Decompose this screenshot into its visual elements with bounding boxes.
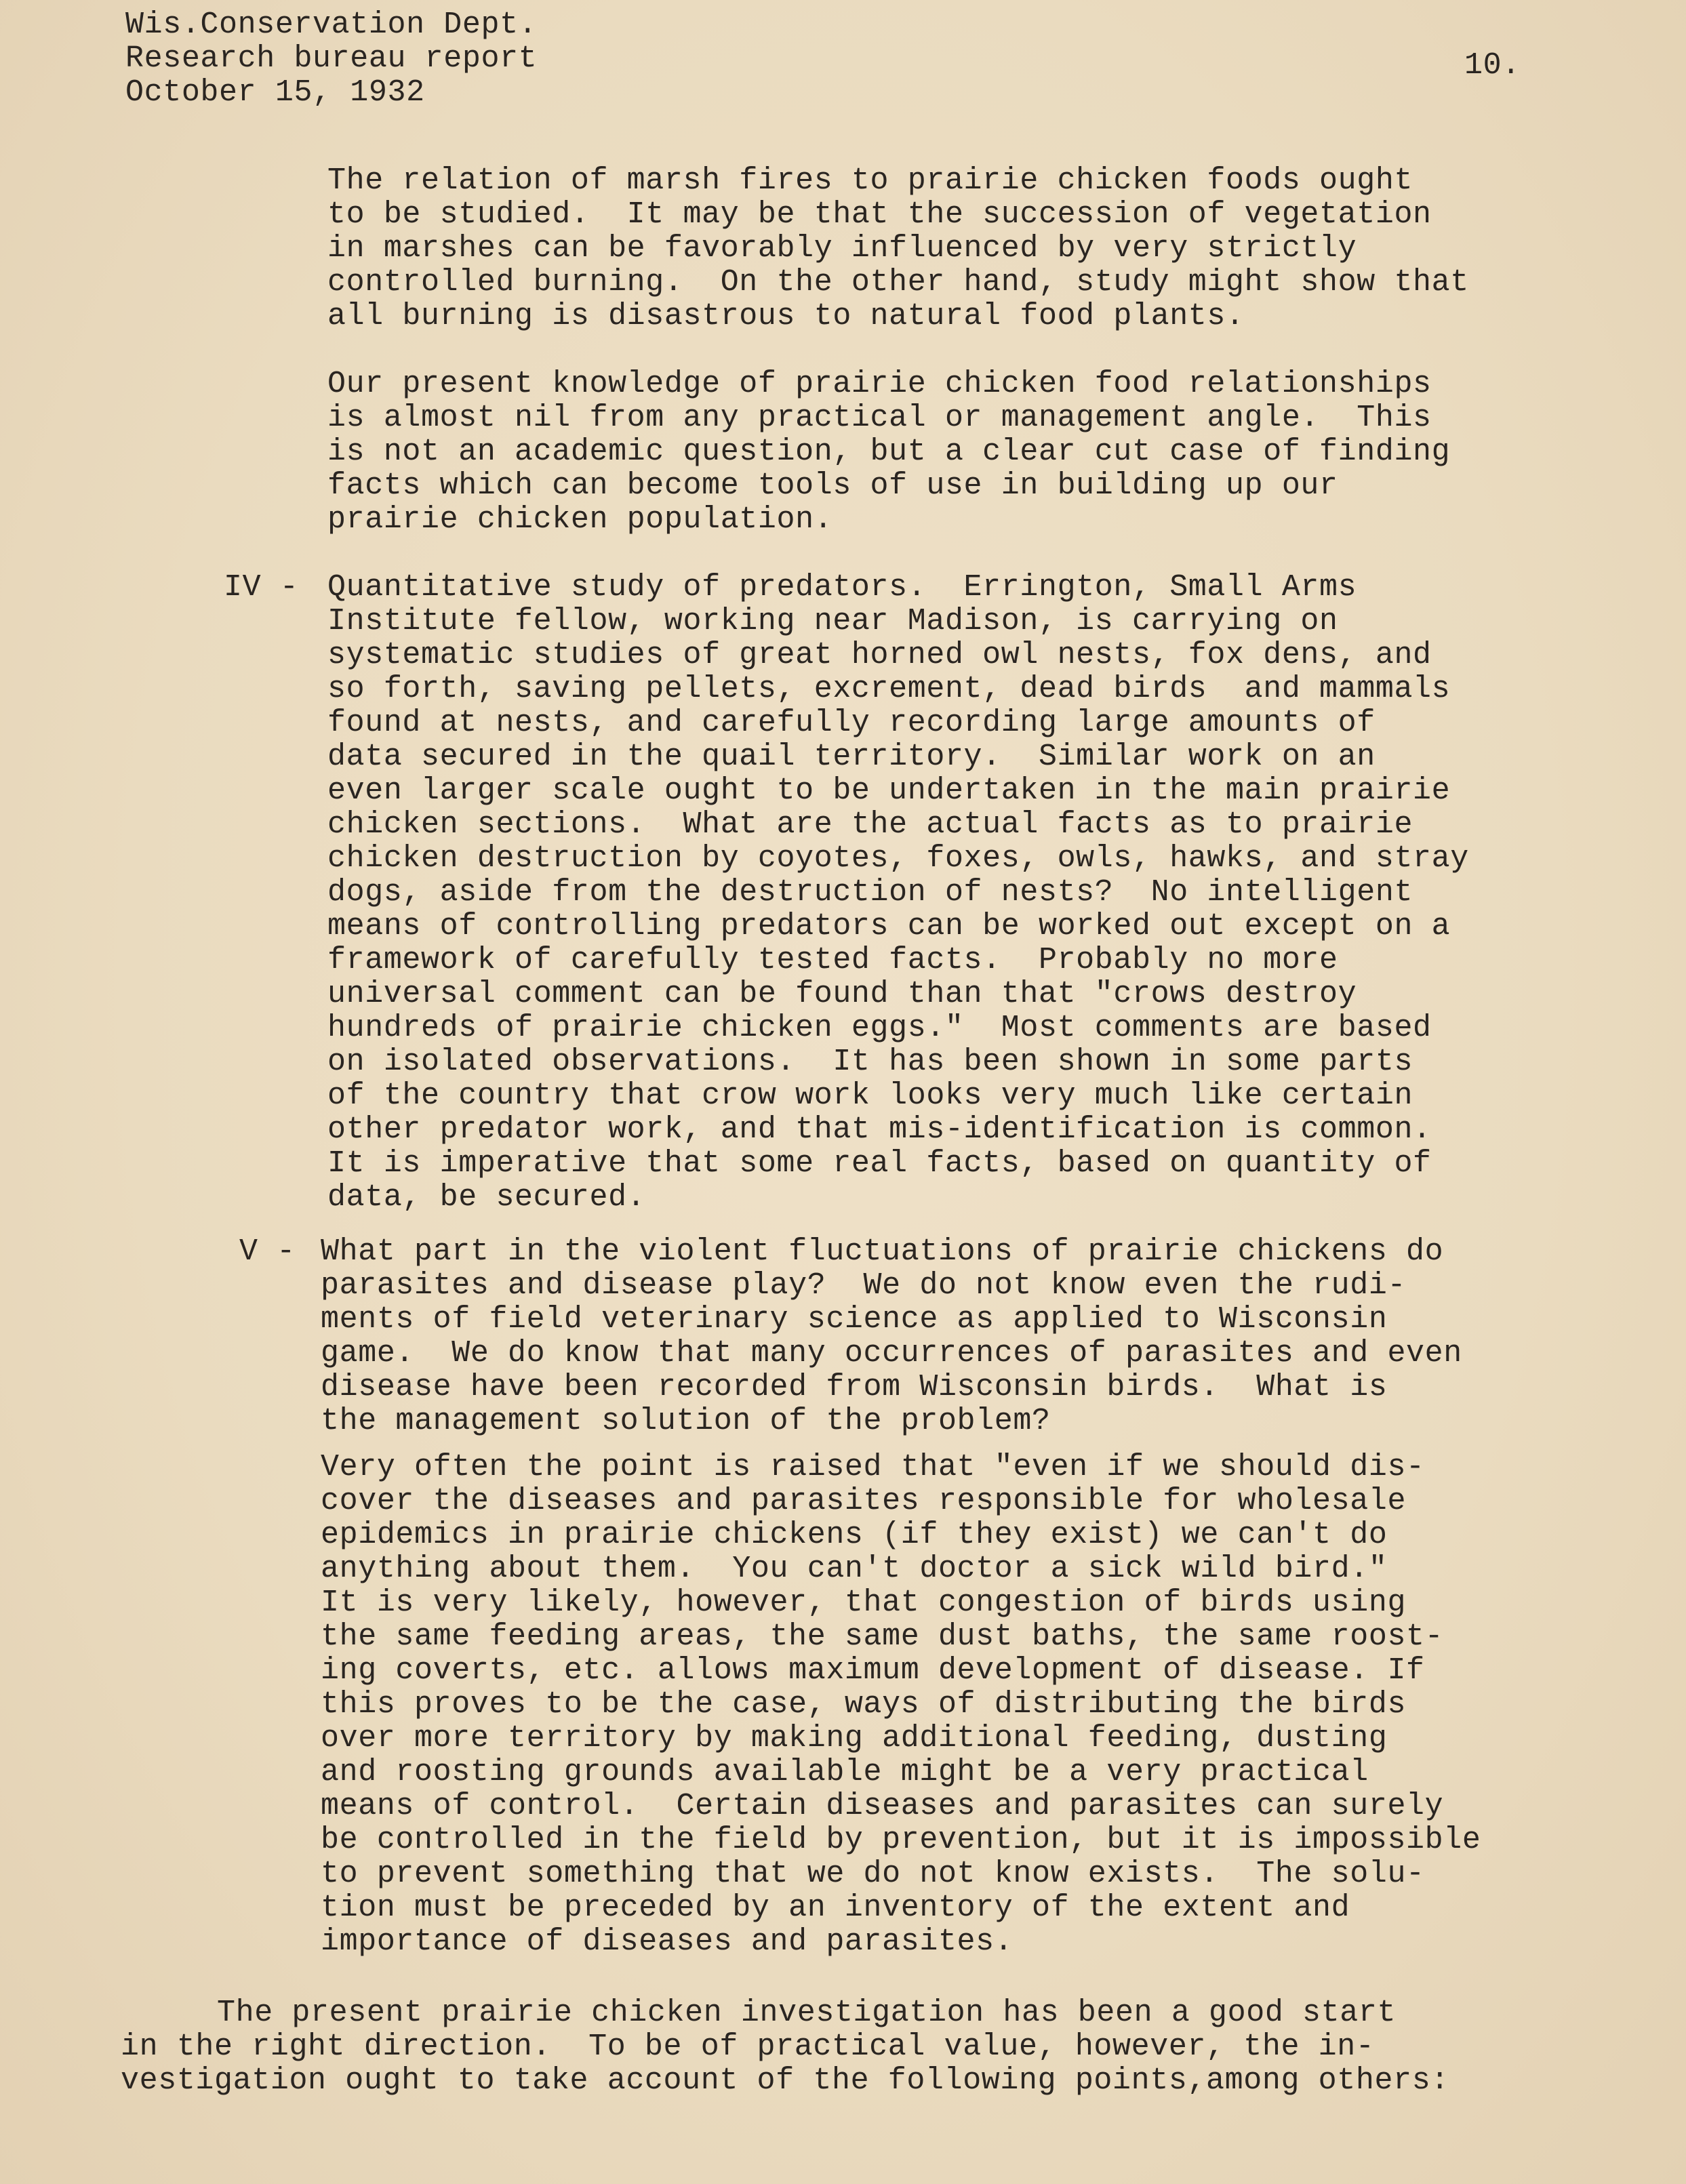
text-line: importance of diseases and parasites. <box>321 1924 1013 1959</box>
header-date: October 15, 1932 <box>125 75 425 110</box>
text-line: means of control. Certain diseases and parasites can surely <box>321 1789 1444 1823</box>
text-line: tion must be preceded by an inventory of the extent and <box>321 1890 1350 1925</box>
text-line: disease have been recorded from Wisconsin birds. What is <box>321 1370 1388 1404</box>
page-number: 10. <box>1464 48 1521 83</box>
text-line: facts which can become tools of use in building up our <box>327 468 1338 503</box>
text-line: on isolated observations. It has been shown in some parts <box>327 1045 1413 1079</box>
text-line: game. We do know that many occurrences of parasites and even <box>321 1336 1462 1371</box>
text-line: Our present knowledge of prairie chicken food relationships <box>327 367 1432 401</box>
text-line: What part in the violent fluctuations of prairie chickens do <box>321 1234 1444 1269</box>
text-line: epidemics in prairie chickens (if they exist) we can't do <box>321 1518 1388 1552</box>
section-marker: V - <box>239 1234 296 1269</box>
text-line: prairie chicken population. <box>327 502 833 537</box>
text-line: the management solution of the problem? <box>321 1404 1051 1438</box>
text-line: other predator work, and that mis-identification is common. <box>327 1112 1432 1147</box>
text-line: in marshes can be favorably influenced by very strictly <box>327 231 1357 266</box>
text-line: anything about them. You can't doctor a sick wild bird." <box>321 1552 1388 1586</box>
text-line: be controlled in the field by prevention, but it is impossible <box>321 1823 1481 1857</box>
text-line: found at nests, and carefully recording large amounts of <box>327 706 1376 740</box>
text-line: so forth, saving pellets, excrement, dead birds and mammals <box>327 672 1451 706</box>
text-line: hundreds of prairie chicken eggs." Most comments are based <box>327 1011 1432 1045</box>
text-line: chicken destruction by coyotes, foxes, owls, hawks, and stray <box>327 841 1469 876</box>
text-line: in the right direction. To be of practical value, however, the in- <box>121 2029 1375 2064</box>
text-line: cover the diseases and parasites responsible for wholesale <box>321 1484 1407 1518</box>
text-line: means of controlling predators can be worked out except on a <box>327 909 1451 944</box>
text-line: chicken sections. What are the actual facts as to prairie <box>327 807 1413 842</box>
text-line: It is very likely, however, that congestion of birds using <box>321 1585 1407 1620</box>
text-line: Very often the point is raised that "even if we should dis- <box>321 1450 1425 1484</box>
text-line: even larger scale ought to be undertaken in the main prairie <box>327 773 1451 808</box>
text-line: ments of field veterinary science as applied to Wisconsin <box>321 1302 1388 1337</box>
text-line: and roosting grounds available might be a very practical <box>321 1755 1369 1789</box>
text-line: is almost nil from any practical or management angle. This <box>327 401 1432 435</box>
text-line: Institute fellow, working near Madison, is carrying on <box>327 604 1338 639</box>
header-department: Wis.Conservation Dept. <box>125 7 538 42</box>
text-line: systematic studies of great horned owl nests, fox dens, and <box>327 638 1432 672</box>
text-line: of the country that crow work looks very much like certain <box>327 1078 1413 1113</box>
text-line: all burning is disastrous to natural food plants. <box>327 299 1245 333</box>
text-line: over more territory by making additional feeding, dusting <box>321 1721 1388 1756</box>
text-line: Quantitative study of predators. Errington, Small Arms <box>327 570 1357 605</box>
text-line: this proves to be the case, ways of distributing the birds <box>321 1687 1407 1722</box>
text-line: dogs, aside from the destruction of nests? No intelligent <box>327 875 1413 910</box>
section-marker: IV - <box>224 570 299 605</box>
text-line: parasites and disease play? We do not know even the rudi- <box>321 1268 1407 1303</box>
text-line: data, be secured. <box>327 1180 646 1215</box>
text-line: data secured in the quail territory. Similar work on an <box>327 740 1376 774</box>
header-report-type: Research bureau report <box>125 41 538 76</box>
text-line: to prevent something that we do not know exists. The solu- <box>321 1857 1425 1891</box>
text-line: The present prairie chicken investigation has been a good start <box>217 1996 1397 2030</box>
text-line: to be studied. It may be that the succession of vegetation <box>327 197 1432 232</box>
text-line: universal comment can be found than that "crows destroy <box>327 977 1357 1011</box>
text-line: It is imperative that some real facts, based on quantity of <box>327 1146 1432 1181</box>
text-line: controlled burning. On the other hand, study might show that <box>327 265 1469 300</box>
text-line: vestigation ought to take account of the following points,among others: <box>121 2063 1449 2098</box>
text-line: the same feeding areas, the same dust baths, the same roost- <box>321 1619 1444 1654</box>
text-line: is not an academic question, but a clear cut case of finding <box>327 434 1451 469</box>
text-line: ing coverts, etc. allows maximum development of disease. If <box>321 1653 1425 1688</box>
text-line: The relation of marsh fires to prairie chicken foods ought <box>327 163 1413 198</box>
text-line: framework of carefully tested facts. Probably no more <box>327 943 1338 977</box>
